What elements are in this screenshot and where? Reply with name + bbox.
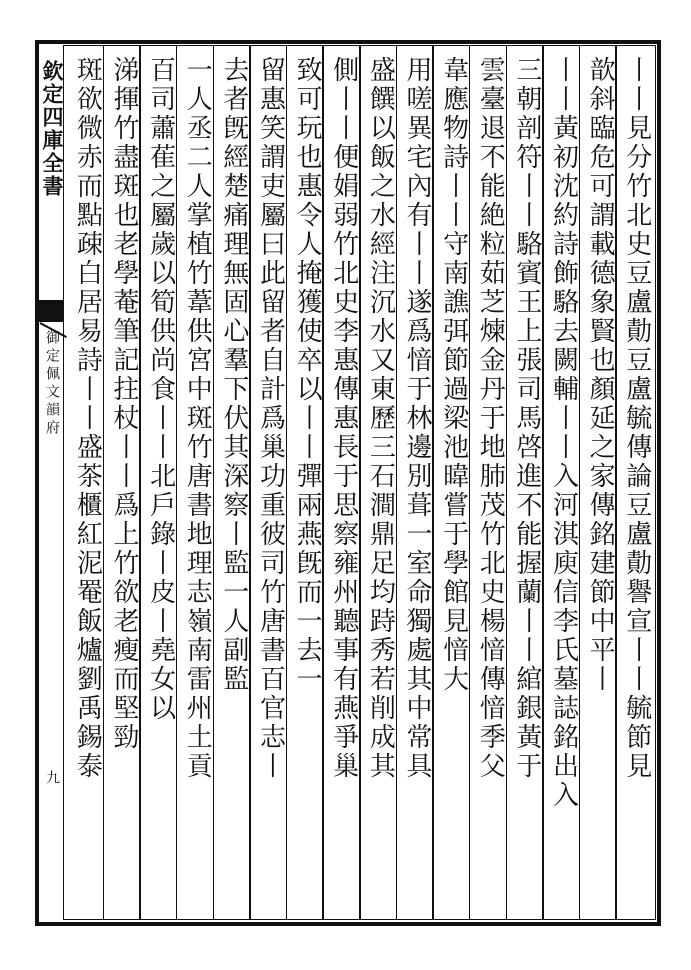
text-column: 用嗟異宅內有丨丨遂爲愔于林邊別葺一室命獨處其中常具	[401, 56, 432, 781]
text-column: 三朝剖符丨丨駱賓王上張司馬啓進不能握蘭丨丨綰銀黃于	[511, 56, 542, 781]
fish-tail-mark	[38, 300, 64, 322]
text-column: 涕揮竹盡斑也老學菴筆記拄杖丨丨爲上竹欲老瘦而堅勁	[108, 56, 139, 752]
text-column: 致可玩也惠令人掩獲使卒以丨丨彈兩燕旣而一去一	[292, 56, 323, 694]
text-column: 側丨丨便娟弱竹北史李惠傳惠長于思察雍州聽事有燕爭巢	[328, 56, 359, 781]
text-column: 盛饌以飯之水經注沉水又東歷三石澗鼎足均跱秀若削成其	[365, 56, 396, 781]
text-column: 丨丨見分竹北史豆盧勣豆盧毓傳論豆盧勣譽宣丨丨毓節見	[621, 56, 652, 781]
text-column: 雲臺退不能絶粒茹芝煉金丹于地肺茂竹北史楊愔傳愔季父	[475, 56, 506, 781]
text-column: 留惠笑謂吏屬曰此留者自計爲巢功重彼司竹唐書百官志丨	[255, 56, 286, 781]
text-column: 斑欲微赤而點疎白居易詩丨丨盛茶櫃紅泥罨飯爐劉禹錫泰	[72, 56, 103, 781]
text-column: 丨丨黃初沈約詩飾駱去闕輔丨丨入河淇庾信李氏墓誌銘出入	[548, 56, 579, 810]
text-column: 一人丞二人掌植竹葦供宮中斑竹唐書地理志嶺南雷州土貢	[182, 56, 213, 781]
text-column: 韋應物詩丨丨守南譙弭節過梁池暐嘗于學館見愔大	[438, 56, 469, 694]
text-column: 歆斜臨危可謂載德象賢也顏延之家傳銘建節中平丨	[585, 56, 616, 694]
section-title: 御定佩文韻府	[44, 330, 60, 438]
text-column: 百司蕭萑之屬歲以筍供尚食丨丨北戶錄丨皮丨堯女以	[145, 56, 176, 723]
book-title: 欽定四庫全書	[40, 60, 65, 198]
text-column: 去者旣經楚痛理無固心羣下伏其深察丨監一人副監	[218, 56, 249, 694]
page-number: 九	[44, 770, 60, 784]
